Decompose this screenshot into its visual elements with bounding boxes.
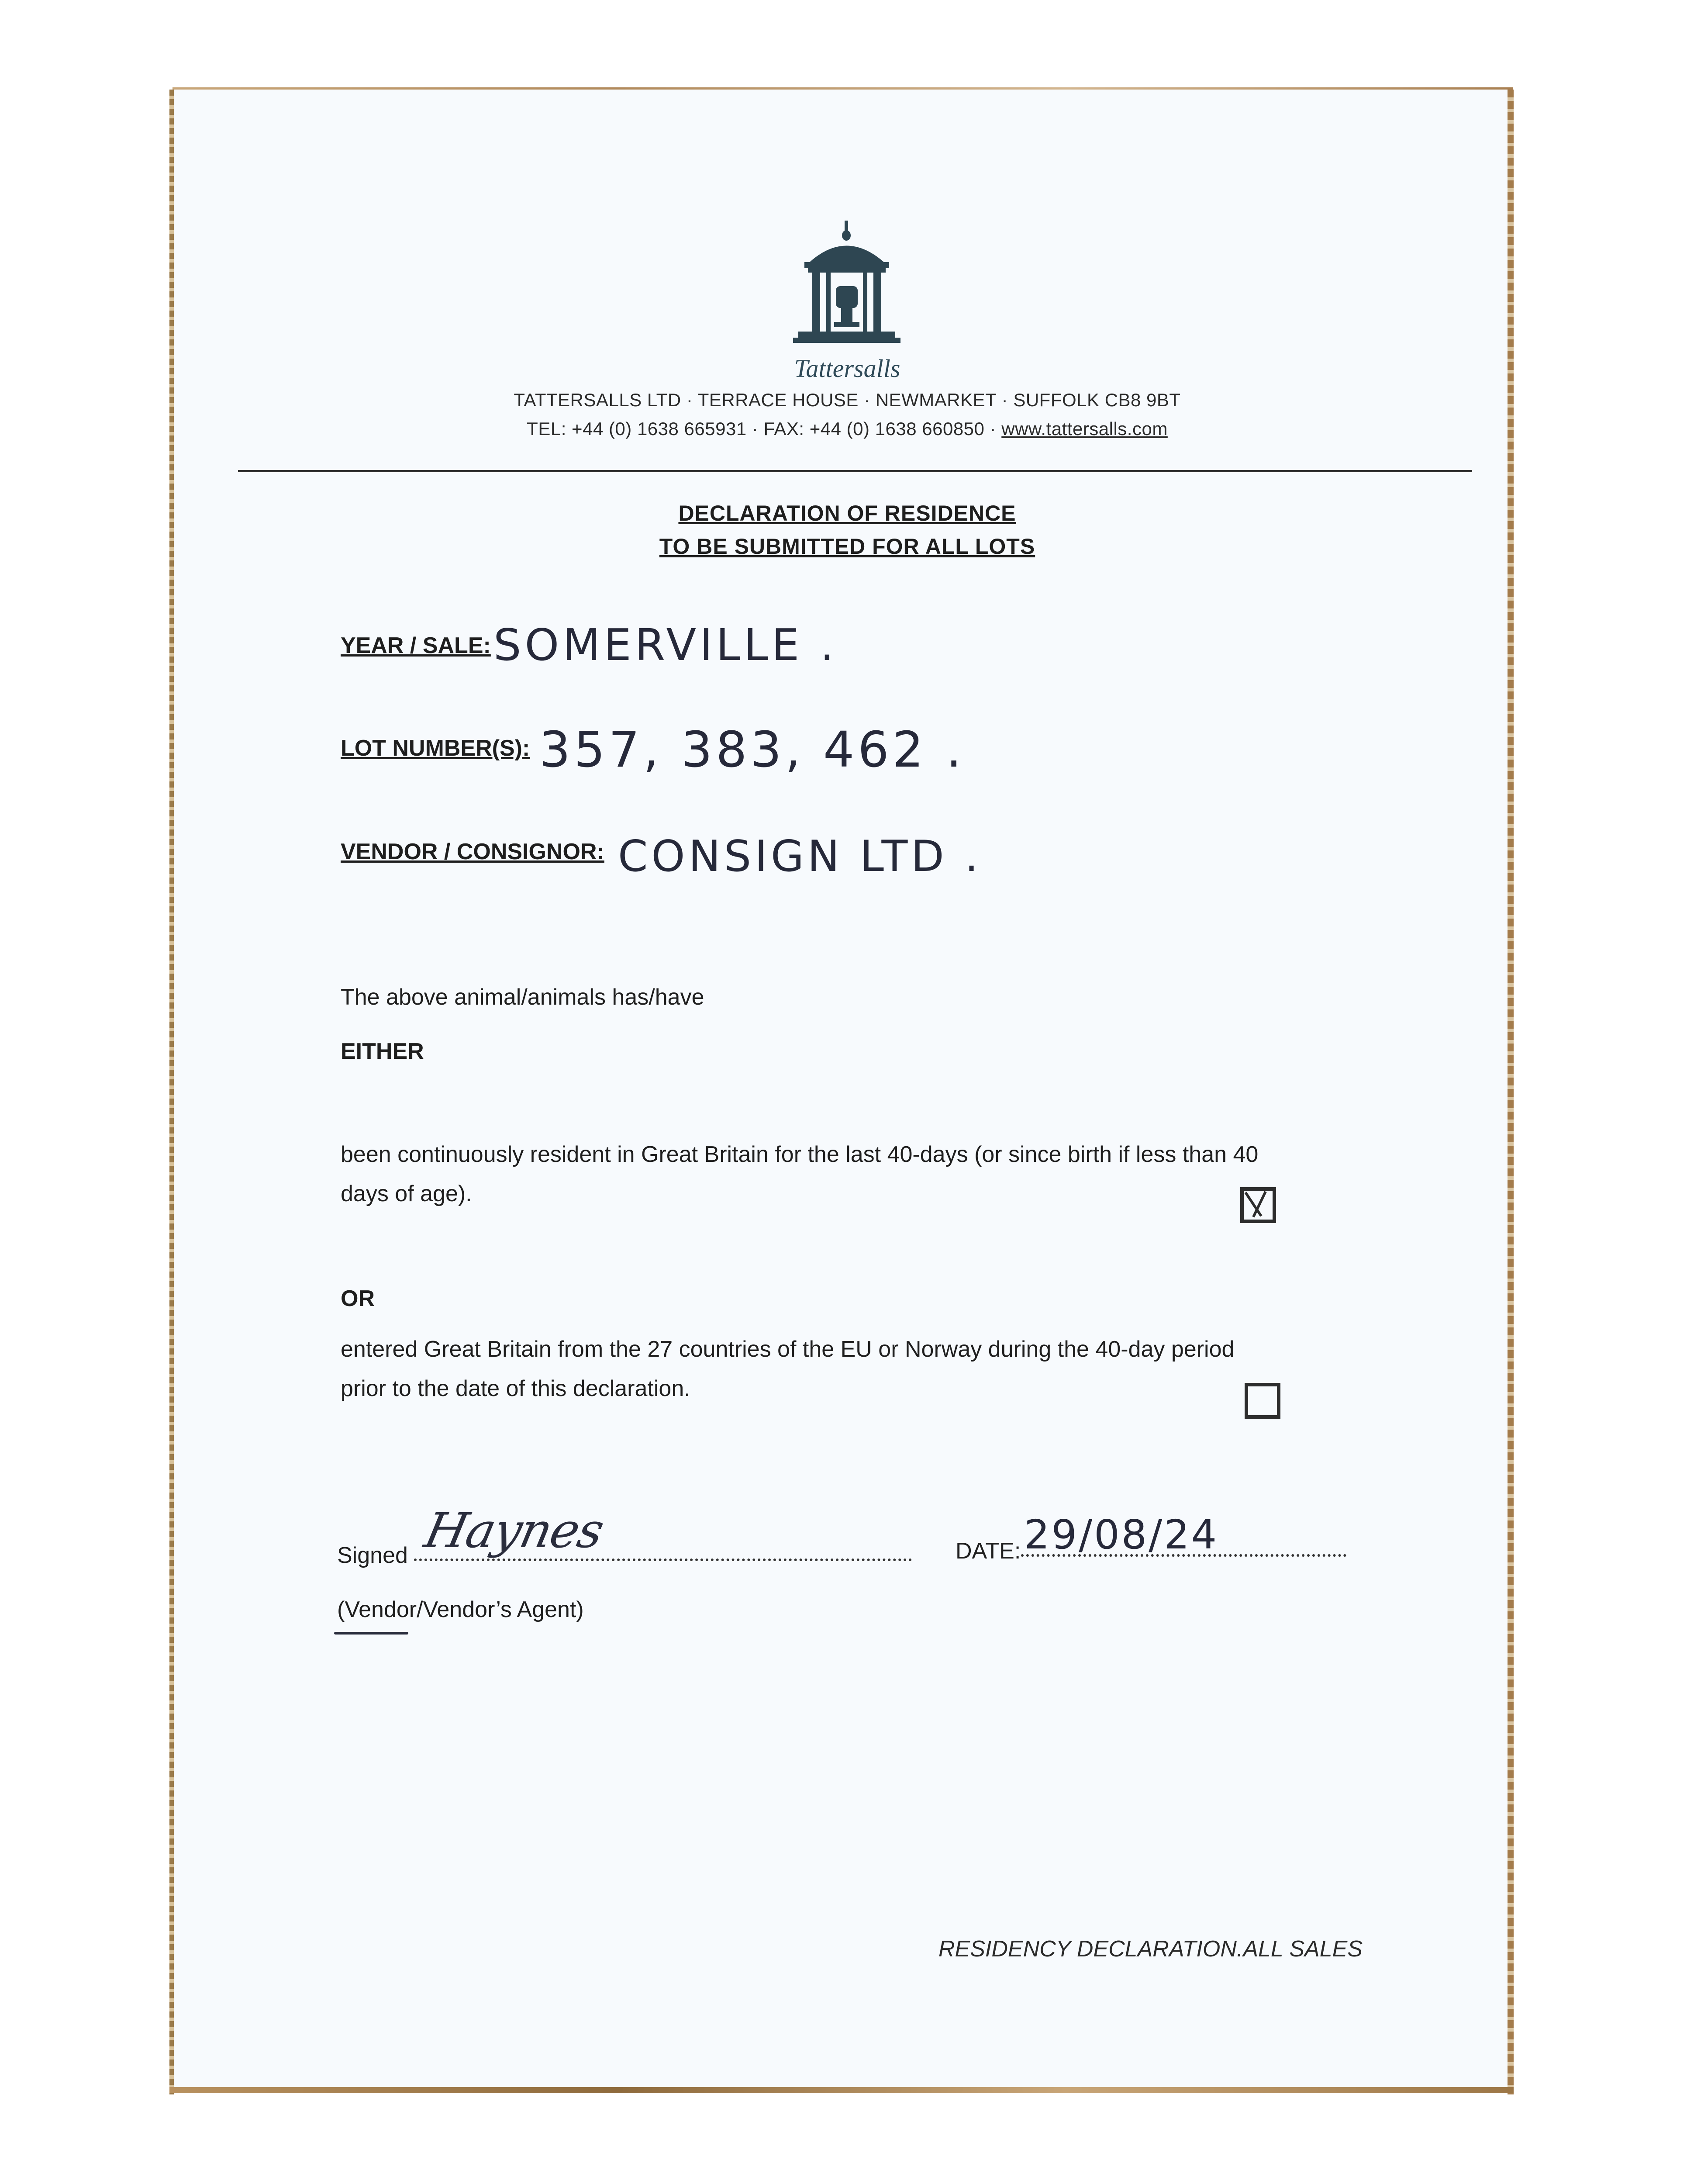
vendor-label: VENDOR / CONSIGNOR:	[341, 839, 604, 864]
brand-name: Tattersalls	[794, 354, 900, 383]
signed-label: Signed	[337, 1543, 408, 1568]
lot-numbers-label: LOT NUMBER(S):	[341, 736, 530, 761]
date-value[interactable]: 29/08/24	[1024, 1511, 1219, 1558]
option1-line1: been continuously resident in Great Britain for the last 40-days (or since birth if less than 40	[341, 1142, 1259, 1167]
lot-numbers-value[interactable]: 357, 383, 462 .	[539, 722, 965, 778]
role-underline-mark	[334, 1632, 408, 1635]
option2-checkbox[interactable]	[1245, 1383, 1280, 1419]
contact-line	[393, 418, 1301, 439]
year-sale-value[interactable]: SOMERVILLE .	[493, 619, 838, 670]
vendor-value[interactable]: CONSIGN LTD .	[618, 832, 982, 881]
statement-intro: The above animal/animals has/have	[341, 985, 704, 1010]
option2-line1: entered Great Britain from the 27 countries of the EU or Norway during the 40-day period	[341, 1337, 1235, 1362]
document-title: DECLARATION OF RESIDENCE	[678, 501, 1016, 525]
option2-line2: prior to the date of this declaration.	[341, 1376, 690, 1401]
header-divider	[238, 470, 1472, 472]
page-edge-bottom	[169, 2087, 1514, 2093]
signer-role: (Vendor/Vendor’s Agent)	[337, 1597, 584, 1622]
website-link[interactable]: www.tattersalls.com	[1001, 418, 1168, 439]
page-edge-left	[169, 90, 174, 2094]
address-line: TATTERSALLS LTD · TERRACE HOUSE · NEWMARKET · SUFFOLK CB8 9BT	[514, 390, 1181, 410]
contact-text: TEL: +44 (0) 1638 665931 · FAX: +44 (0) 1638 660850 ·	[527, 418, 1002, 439]
or-label: OR	[341, 1286, 375, 1311]
signature-value[interactable]: Haynes	[420, 1503, 608, 1559]
checkmark-cross-icon	[1244, 1191, 1273, 1220]
tattersalls-logo	[792, 221, 901, 354]
page-edge-right	[1508, 90, 1514, 2094]
option1-line2: days of age).	[341, 1181, 472, 1206]
date-label: DATE:	[956, 1538, 1021, 1564]
signature-line	[414, 1559, 912, 1561]
document-subtitle: TO BE SUBMITTED FOR ALL LOTS	[659, 534, 1035, 559]
form-identifier: RESIDENCY DECLARATION.ALL SALES	[938, 1936, 1363, 1962]
either-label: EITHER	[341, 1039, 424, 1064]
option1-checkbox[interactable]	[1240, 1187, 1276, 1223]
year-sale-label: YEAR / SALE:	[341, 633, 491, 658]
